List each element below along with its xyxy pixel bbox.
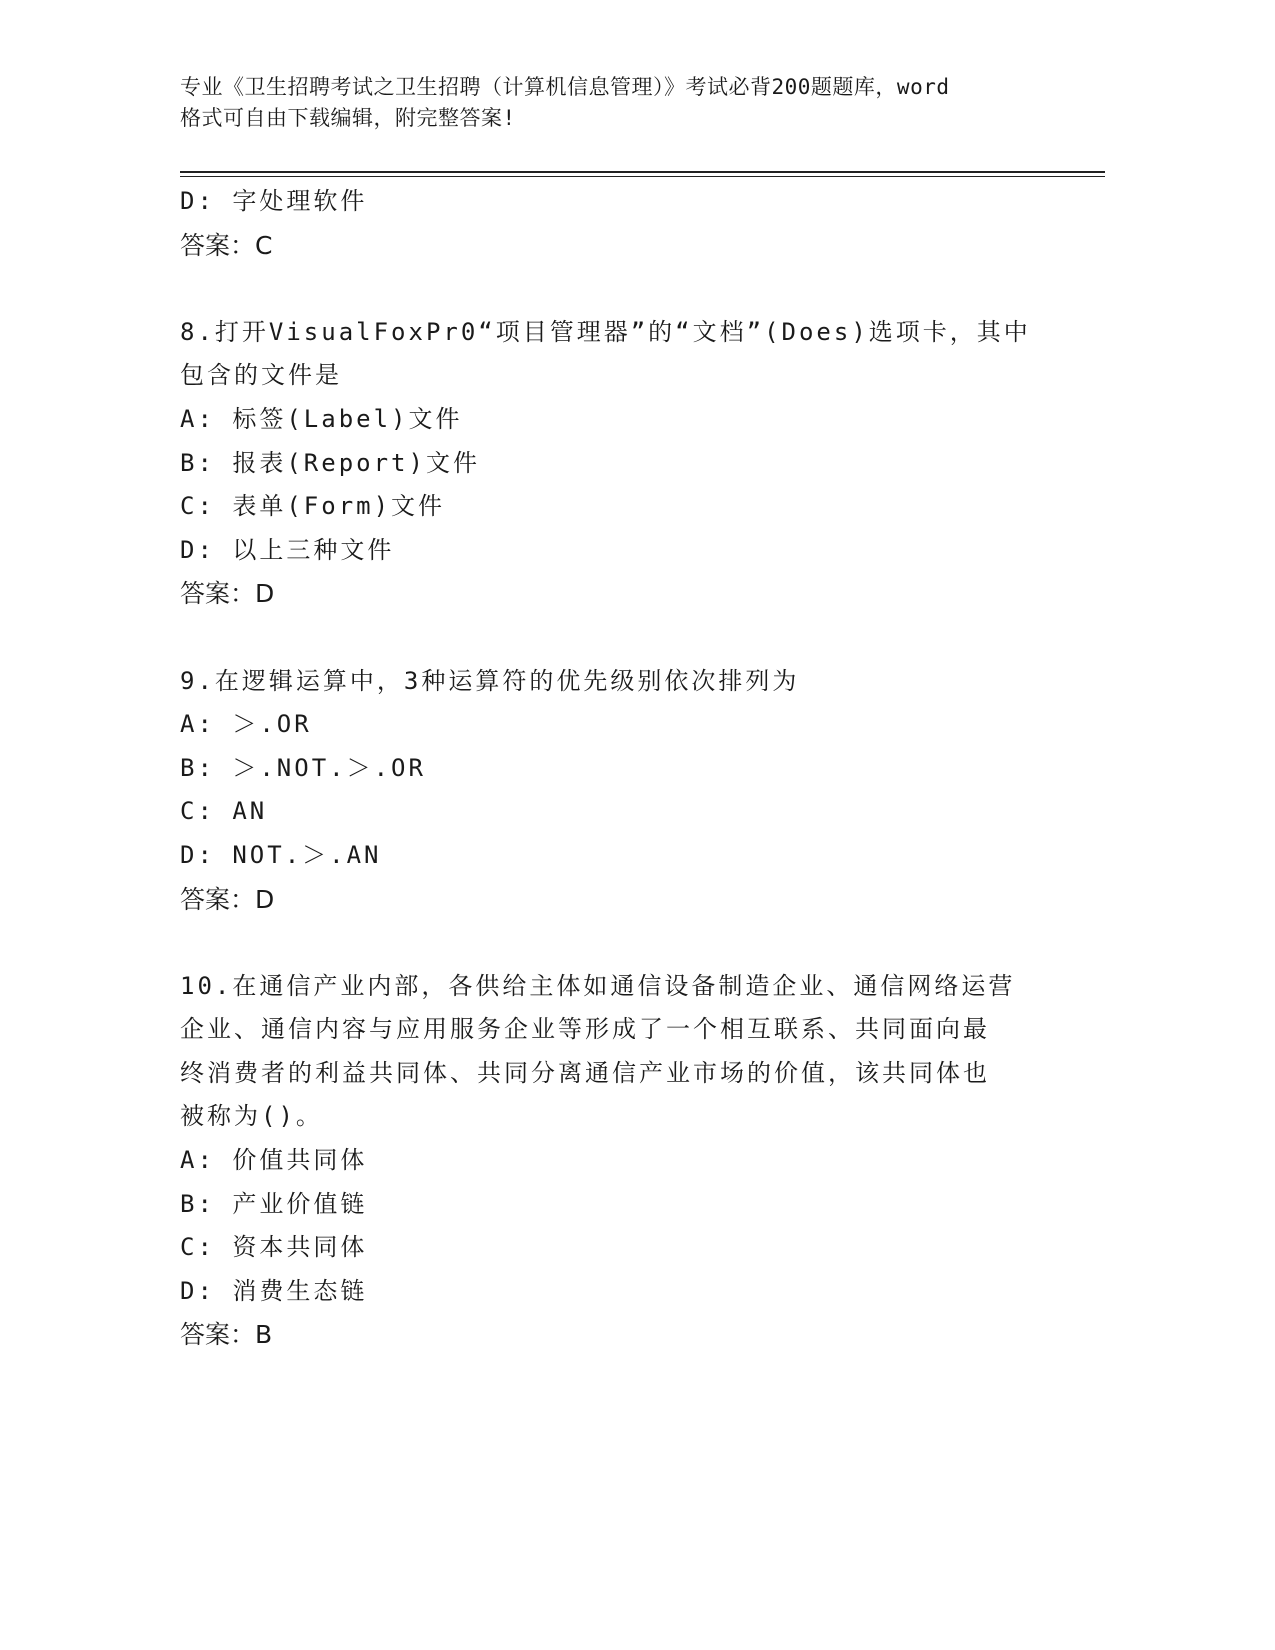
option-c: C: 表单(Form)文件 [180, 492, 446, 521]
question-stem: 10.在通信产业内部，各供给主体如通信设备制造企业、通信网络运营 [180, 971, 1016, 1000]
header-line-1: 专业《卫生招聘考试之卫生招聘（计算机信息管理）》考试必背200题题库，word [180, 75, 950, 99]
option-b: B: ＞.NOT.＞.OR [180, 753, 426, 782]
spacer [180, 616, 1040, 660]
option-d: D: NOT.＞.AN [180, 840, 382, 869]
option-d: D: 消费生态链 [180, 1276, 368, 1305]
option-c: C: 资本共同体 [180, 1233, 368, 1262]
option-d: D: 以上三种文件 [180, 535, 395, 564]
option-b: B: 产业价值链 [180, 1189, 368, 1218]
spacer [180, 267, 1040, 311]
option-a: A: ＞.OR [180, 710, 312, 739]
question-8 [180, 311, 1040, 616]
header-line-2: 格式可自由下载编辑，附完整答案! [180, 106, 516, 130]
option-a: A: 标签(Label)文件 [180, 404, 463, 433]
option-c: C: AN [180, 797, 268, 826]
option-a: A: 价值共同体 [180, 1146, 368, 1175]
question-stem: 8.打开VisualFoxPr0“项目管理器”的“文档”(Does)选项卡，其中 [180, 317, 1031, 346]
question-7-fragment [180, 180, 1040, 267]
document-header [180, 72, 1060, 134]
document-body [180, 180, 1040, 1357]
option-d: D: 字处理软件 [180, 187, 368, 215]
question-stem: 企业、通信内容与应用服务企业等形成了一个相互联系、共同面向最 [180, 1015, 990, 1044]
spacer [180, 921, 1040, 965]
question-10 [180, 965, 1040, 1357]
question-9 [180, 660, 1040, 922]
option-b: B: 报表(Report)文件 [180, 448, 480, 477]
answer-label: 答案：C [180, 230, 273, 260]
answer-label: 答案：D [180, 884, 275, 914]
answer-label: 答案：B [180, 1320, 273, 1350]
answer-label: 答案：D [180, 579, 275, 609]
header-rule-thin [180, 176, 1105, 177]
question-stem: 终消费者的利益共同体、共同分离通信产业市场的价值，该共同体也 [180, 1058, 990, 1087]
question-stem: 被称为()。 [180, 1102, 323, 1131]
header-rule-thick [180, 171, 1105, 173]
question-stem: 包含的文件是 [180, 361, 342, 390]
question-stem: 9.在逻辑运算中，3种运算符的优先级别依次排列为 [180, 666, 800, 695]
